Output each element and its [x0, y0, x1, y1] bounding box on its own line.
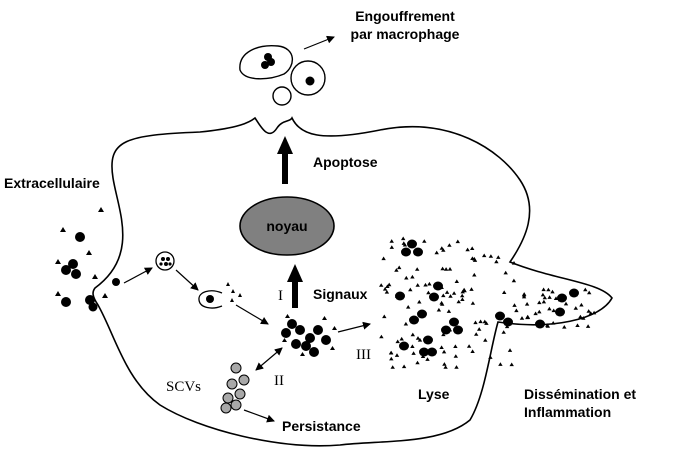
- released-toxin-particle: [390, 239, 394, 243]
- released-toxin-particle: [404, 322, 408, 326]
- released-toxin-particle: [439, 301, 443, 305]
- released-toxin-particle: [416, 283, 420, 287]
- released-toxin-particle: [472, 273, 476, 277]
- released-toxin-particle: [494, 260, 498, 264]
- released-toxin-particle: [422, 239, 426, 243]
- released-toxin-particle: [437, 308, 441, 312]
- engulfment-label-line2: par macrophage: [350, 26, 460, 42]
- extracellular-label: Extracellulaire: [4, 175, 100, 191]
- released-toxin-particle: [395, 353, 399, 357]
- released-toxin-particle: [533, 312, 537, 316]
- released-toxin-particle: [382, 315, 386, 319]
- released-toxin-particle: [389, 351, 393, 355]
- released-toxin-particle: [587, 291, 591, 295]
- released-toxin-particle: [410, 275, 414, 279]
- arrow-ii: [256, 348, 282, 370]
- released-toxin-particle: [460, 294, 464, 298]
- released-bacterium: [413, 248, 423, 257]
- lysis-bacteria-field: [379, 237, 596, 369]
- released-toxin-particle: [512, 279, 516, 283]
- released-toxin-particle: [454, 354, 458, 358]
- released-toxin-particle: [564, 302, 568, 306]
- released-toxin-particle: [400, 337, 404, 341]
- released-toxin-particle: [408, 288, 412, 292]
- released-toxin-particle: [401, 237, 405, 241]
- cytoplasmic-bacteria: [281, 314, 337, 357]
- released-toxin-particle: [465, 248, 469, 252]
- extracellular-bacteria: [55, 207, 108, 312]
- released-toxin-particle: [389, 357, 393, 361]
- released-toxin-particle: [423, 283, 427, 287]
- released-bacterium: [401, 248, 411, 257]
- entering-bacterium: [112, 278, 120, 286]
- nucleus-label: noyau: [266, 218, 308, 234]
- released-toxin-particle: [417, 300, 421, 304]
- released-toxin-particle: [402, 365, 406, 369]
- released-toxin-particle: [379, 335, 383, 339]
- released-toxin-particle: [547, 307, 551, 311]
- released-toxin-particle: [425, 357, 429, 361]
- engulfment-label: [330, 7, 480, 43]
- dissemination-label-line2: Inflammation: [524, 404, 612, 420]
- released-toxin-particle: [510, 363, 514, 367]
- released-toxin-particle: [440, 246, 444, 250]
- released-toxin-particle: [537, 310, 541, 314]
- released-toxin-particle: [552, 309, 556, 313]
- persistence-arrow: [244, 410, 274, 421]
- released-toxin-particle: [525, 302, 529, 306]
- released-toxin-particle: [478, 320, 482, 324]
- released-toxin-particle: [406, 305, 410, 309]
- released-bacterium: [417, 310, 427, 319]
- released-toxin-particle: [541, 293, 545, 297]
- arrow-iii: [338, 324, 370, 332]
- released-toxin-particle: [402, 241, 406, 245]
- released-toxin-particle: [455, 279, 459, 283]
- released-toxin-particle: [404, 276, 408, 280]
- released-toxin-particle: [391, 365, 395, 369]
- uptake-arrow: [124, 268, 152, 283]
- release-arrow: [236, 305, 268, 324]
- released-bacterium: [407, 240, 417, 249]
- released-toxin-particle: [586, 324, 590, 328]
- signals-label: Signaux: [313, 286, 368, 302]
- released-toxin-particle: [502, 330, 506, 334]
- released-toxin-particle: [410, 344, 414, 348]
- released-toxin-particle: [467, 344, 471, 348]
- apoptosis-arrow: [277, 136, 293, 184]
- released-toxin-particle: [547, 295, 551, 299]
- released-toxin-particle: [444, 267, 448, 271]
- pathway-iii-label: III: [356, 347, 371, 363]
- released-bacterium: [419, 348, 429, 357]
- released-toxin-particle: [411, 351, 415, 355]
- released-toxin-particle: [470, 349, 474, 353]
- released-toxin-particle: [426, 291, 430, 295]
- released-toxin-particle: [445, 290, 449, 294]
- released-toxin-particle: [452, 291, 456, 295]
- released-toxin-particle: [470, 246, 474, 250]
- dissemination-label: [524, 385, 636, 421]
- released-toxin-particle: [546, 288, 550, 292]
- released-toxin-particle: [439, 345, 443, 349]
- released-toxin-particle: [442, 362, 446, 366]
- released-bacterium: [423, 336, 433, 345]
- released-toxin-particle: [504, 271, 508, 275]
- released-bacterium: [449, 318, 459, 327]
- released-toxin-particle: [435, 251, 439, 255]
- released-toxin-particle: [483, 338, 487, 342]
- released-toxin-particle: [456, 240, 460, 244]
- released-toxin-particle: [447, 243, 451, 247]
- released-toxin-particle: [396, 340, 400, 344]
- released-bacterium: [429, 293, 439, 302]
- released-toxin-particle: [542, 300, 546, 304]
- released-toxin-particle: [411, 333, 415, 337]
- released-bacterium: [535, 320, 545, 329]
- released-toxin-particle: [460, 297, 464, 301]
- released-toxin-particle: [415, 361, 419, 365]
- signals-arrow: [287, 264, 303, 308]
- released-toxin-particle: [526, 315, 530, 319]
- released-toxin-particle: [578, 315, 582, 319]
- released-toxin-particle: [462, 288, 466, 292]
- dissemination-label-line1: Dissémination et: [524, 386, 637, 402]
- released-toxin-particle: [415, 267, 419, 271]
- released-toxin-particle: [448, 267, 452, 271]
- released-toxin-particle: [574, 306, 578, 310]
- released-bacterium: [503, 318, 513, 327]
- scv-cluster: [221, 363, 249, 413]
- released-toxin-particle: [488, 355, 492, 359]
- released-toxin-particle: [469, 287, 473, 291]
- released-bacterium: [399, 342, 409, 351]
- released-bacterium: [453, 326, 463, 335]
- released-toxin-particle: [454, 365, 458, 369]
- released-toxin-particle: [416, 336, 420, 340]
- pathway-i-label: I: [278, 288, 283, 304]
- released-toxin-particle: [441, 294, 445, 298]
- released-toxin-particle: [390, 245, 394, 249]
- released-bacterium: [495, 312, 505, 321]
- released-toxin-particle: [541, 288, 545, 292]
- released-toxin-particle: [447, 309, 451, 313]
- released-toxin-particle: [562, 325, 566, 329]
- released-toxin-particle: [508, 348, 512, 352]
- released-toxin-particle: [381, 257, 385, 261]
- released-toxin-particle: [489, 254, 493, 258]
- released-toxin-particle: [473, 321, 477, 325]
- released-toxin-particle: [502, 290, 506, 294]
- released-toxin-particle: [514, 309, 518, 313]
- released-toxin-particle: [520, 316, 524, 320]
- persistence-label: Persistance: [282, 418, 361, 434]
- released-toxin-particle: [474, 332, 478, 336]
- released-toxin-particle: [575, 323, 579, 327]
- released-toxin-particle: [397, 266, 401, 270]
- released-toxin-particle: [551, 321, 555, 325]
- released-bacterium: [409, 316, 419, 325]
- released-toxin-particle: [579, 303, 583, 307]
- released-toxin-particle: [583, 288, 587, 292]
- released-toxin-particle: [443, 365, 447, 369]
- vacuole-arrow: [176, 270, 198, 290]
- released-toxin-particle: [471, 301, 475, 305]
- released-toxin-particle: [477, 327, 481, 331]
- released-toxin-particle: [550, 290, 554, 294]
- released-toxin-particle: [498, 362, 502, 366]
- released-toxin-particle: [379, 283, 383, 287]
- apoptosis-label: Apoptose: [313, 154, 378, 170]
- released-bacterium: [569, 289, 579, 298]
- released-toxin-particle: [453, 344, 457, 348]
- bacterial-vacuole: [156, 252, 174, 270]
- released-toxin-particle: [440, 267, 444, 271]
- ruptured-vacuole: [199, 282, 242, 308]
- engulfment-label-line1: Engouffrement: [355, 8, 455, 24]
- lysis-label: Lyse: [418, 386, 450, 402]
- released-toxin-particle: [427, 282, 431, 286]
- apoptotic-bodies: [240, 46, 325, 105]
- released-toxin-particle: [442, 350, 446, 354]
- released-toxin-particle: [482, 254, 486, 258]
- pathway-ii-label: II: [274, 373, 284, 389]
- scvs-label: SCVs: [166, 379, 202, 395]
- released-toxin-particle: [496, 255, 500, 259]
- released-toxin-particle: [522, 292, 526, 296]
- released-toxin-particle: [537, 301, 541, 305]
- released-toxin-particle: [457, 300, 461, 304]
- released-toxin-particle: [512, 303, 516, 307]
